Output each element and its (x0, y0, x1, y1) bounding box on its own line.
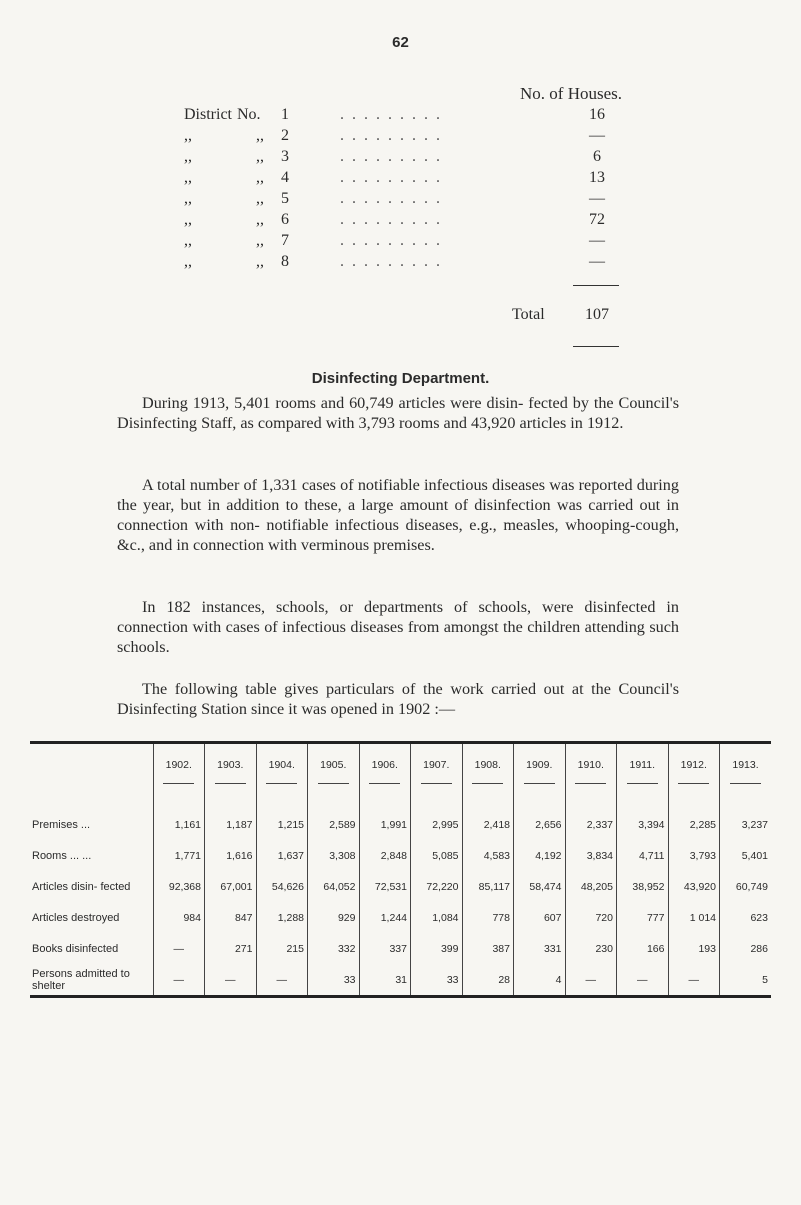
no-label: ,, (256, 211, 264, 228)
year-header (205, 744, 257, 799)
table-cell: 387 (462, 933, 514, 964)
table-cell: 778 (462, 902, 514, 933)
table-cell: 64,052 (308, 871, 360, 902)
row-label: Premises ... (32, 818, 91, 831)
leader-dots: . . . . . . . . . (340, 190, 442, 207)
leader-dots: . . . . . . . . . (340, 211, 442, 228)
year-underline (318, 783, 349, 784)
year-label: 1907. (423, 759, 450, 771)
year-label: 1908. (474, 759, 501, 771)
table-cell: — (565, 964, 617, 995)
table-cell: — (153, 964, 205, 995)
table-row (30, 964, 771, 995)
table-cell: 67,001 (205, 871, 257, 902)
table-cell: 332 (308, 933, 360, 964)
year-header (514, 744, 566, 799)
table-cell: 286 (720, 933, 772, 964)
table-cell: 1,616 (205, 840, 257, 871)
houses-header: No. of Houses. (520, 84, 622, 103)
year-header (617, 744, 669, 799)
table-cell: 2,337 (565, 809, 617, 840)
table-cell: 984 (153, 902, 205, 933)
leader-dots: . . . . . . . . . (340, 106, 442, 123)
table-cell: 3,834 (565, 840, 617, 871)
table-cell: 230 (565, 933, 617, 964)
paragraph-1: During 1913, 5,401 rooms and 60,749 articles were disin- fected by the Council's Disinfecting Staff, as compared with 3,793 rooms and 43,920 articles in 1912. (117, 394, 679, 432)
year-header (668, 744, 720, 799)
district-label: ,, (184, 169, 192, 186)
leader-dots: . . . . . . . . . (340, 169, 442, 186)
district-number: 2 (281, 127, 289, 144)
district-row (0, 211, 801, 232)
total-rule-bottom (573, 346, 619, 347)
year-underline (163, 783, 194, 784)
disinfecting-table (30, 741, 771, 998)
district-number: 6 (281, 211, 289, 228)
table-cell: 337 (359, 933, 411, 964)
table-cell: — (617, 964, 669, 995)
year-header (153, 744, 205, 799)
no-label: ,, (256, 148, 264, 165)
no-label: ,, (256, 232, 264, 249)
table-cell: 271 (205, 933, 257, 964)
table-cell: 1,244 (359, 902, 411, 933)
spacer-cell (30, 799, 153, 809)
table-cell: 72,531 (359, 871, 411, 902)
table-cell: 4,583 (462, 840, 514, 871)
table-cell: 5,401 (720, 840, 772, 871)
spacer-cell (308, 799, 360, 809)
no-label: ,, (256, 127, 264, 144)
page-number: 62 (392, 34, 409, 51)
district-label: ,, (184, 211, 192, 228)
year-label: 1904. (268, 759, 295, 771)
table-cell: 72,220 (411, 871, 463, 902)
table-cell: 166 (617, 933, 669, 964)
spacer-cell (359, 799, 411, 809)
table-row (30, 933, 771, 964)
table-cell: 215 (256, 933, 308, 964)
year-underline (369, 783, 400, 784)
table-cell: 92,368 (153, 871, 205, 902)
house-count: — (589, 232, 605, 249)
table-cell: 58,474 (514, 871, 566, 902)
table-cell: 2,848 (359, 840, 411, 871)
table-cell: 1,771 (153, 840, 205, 871)
district-list (0, 106, 801, 274)
table-cell: — (256, 964, 308, 995)
table-cell: 2,285 (668, 809, 720, 840)
table-cell: 1 014 (668, 902, 720, 933)
house-count: — (589, 190, 605, 207)
no-label: ,, (256, 253, 264, 270)
district-number: 7 (281, 232, 289, 249)
year-underline (472, 783, 503, 784)
table-row (30, 809, 771, 840)
district-row (0, 190, 801, 211)
year-header (308, 744, 360, 799)
table-cell: 1,187 (205, 809, 257, 840)
row-label: Articles destroyed (32, 911, 120, 924)
table-cell: 28 (462, 964, 514, 995)
year-underline (266, 783, 297, 784)
house-count: — (589, 127, 605, 144)
district-row (0, 253, 801, 274)
row-label: Rooms ... ... (32, 849, 92, 862)
spacer-cell (411, 799, 463, 809)
table-cell: 3,308 (308, 840, 360, 871)
house-count: 13 (589, 169, 605, 186)
paragraph-2: A total number of 1,331 cases of notifiable infectious diseases was reported during the year, but in addition to these, a large amount of disinfection was carried out in connection with non- notifiable infectious diseases, e.g., measles, whooping-cough, &c., and in connection with verminous premises. (117, 476, 679, 554)
year-label: 1909. (526, 759, 553, 771)
district-number: 5 (281, 190, 289, 207)
table-cell: 2,589 (308, 809, 360, 840)
no-label: ,, (256, 169, 264, 186)
house-count: 6 (593, 148, 601, 165)
table-cell: 1,161 (153, 809, 205, 840)
table-cell: 60,749 (720, 871, 772, 902)
table-cell: 331 (514, 933, 566, 964)
year-header (462, 744, 514, 799)
total-rule-top (573, 285, 619, 286)
leader-dots: . . . . . . . . . (340, 148, 442, 165)
table-cell: 38,952 (617, 871, 669, 902)
table-cell: 4,192 (514, 840, 566, 871)
district-row (0, 127, 801, 148)
house-count: 16 (589, 106, 605, 123)
table-cell: 1,215 (256, 809, 308, 840)
district-number: 3 (281, 148, 289, 165)
year-underline (730, 783, 762, 784)
table-cell: 5 (720, 964, 772, 995)
table-cell: 48,205 (565, 871, 617, 902)
table-cell: 1,991 (359, 809, 411, 840)
year-label: 1905. (320, 759, 347, 771)
house-count: — (589, 253, 605, 270)
table-row (30, 840, 771, 871)
table-cell: 623 (720, 902, 772, 933)
row-label: Persons admitted to shelter (32, 967, 130, 992)
table-cell: 31 (359, 964, 411, 995)
year-underline (524, 783, 555, 784)
district-number: 8 (281, 253, 289, 270)
year-header (720, 744, 772, 799)
leader-dots: . . . . . . . . . (340, 232, 442, 249)
no-label: No. (237, 106, 261, 123)
spacer-cell (668, 799, 720, 809)
table-cell: 33 (308, 964, 360, 995)
table-row (30, 902, 771, 933)
section-title: Disinfecting Department. (311, 370, 490, 387)
leader-dots: . . . . . . . . . (340, 127, 442, 144)
table-cell: 2,995 (411, 809, 463, 840)
stats-table (30, 744, 771, 995)
spacer-row (30, 799, 771, 809)
spacer-cell (720, 799, 772, 809)
no-label: ,, (256, 190, 264, 207)
year-underline (627, 783, 658, 784)
table-cell: 847 (205, 902, 257, 933)
row-label: Books disinfected (32, 942, 119, 955)
leader-dots: . . . . . . . . . (340, 253, 442, 270)
table-cell: 43,920 (668, 871, 720, 902)
district-row (0, 148, 801, 169)
table-cell: 607 (514, 902, 566, 933)
table-cell: 4,711 (617, 840, 669, 871)
year-underline (575, 783, 606, 784)
year-header (565, 744, 617, 799)
district-row (0, 232, 801, 253)
table-cell: 399 (411, 933, 463, 964)
district-label: ,, (184, 127, 192, 144)
table-cell: 929 (308, 902, 360, 933)
district-row (0, 169, 801, 190)
table-cell: 777 (617, 902, 669, 933)
table-cell: 2,418 (462, 809, 514, 840)
table-bottom-rule (30, 995, 771, 998)
table-cell: 1,637 (256, 840, 308, 871)
table-cell: 1,288 (256, 902, 308, 933)
year-header (256, 744, 308, 799)
district-number: 4 (281, 169, 289, 186)
year-header (411, 744, 463, 799)
year-header (359, 744, 411, 799)
spacer-cell (565, 799, 617, 809)
table-cell: — (153, 933, 205, 964)
table-cell: — (668, 964, 720, 995)
district-label: ,, (184, 148, 192, 165)
spacer-cell (153, 799, 205, 809)
year-label: 1910. (577, 759, 604, 771)
spacer-cell (617, 799, 669, 809)
district-label: ,, (184, 190, 192, 207)
header-row (30, 744, 771, 799)
spacer-cell (514, 799, 566, 809)
total-label: Total (512, 306, 545, 323)
year-label: 1911. (629, 759, 655, 771)
district-label: District (184, 106, 232, 123)
spacer-cell (462, 799, 514, 809)
table-cell: 2,656 (514, 809, 566, 840)
year-label: 1906. (371, 759, 398, 771)
table-cell: 85,117 (462, 871, 514, 902)
total-value: 107 (585, 306, 609, 323)
house-count: 72 (589, 211, 605, 228)
table-cell: 3,793 (668, 840, 720, 871)
header-blank (30, 744, 153, 799)
year-label: 1902. (165, 759, 192, 771)
table-cell: 4 (514, 964, 566, 995)
table-cell: 3,237 (720, 809, 772, 840)
district-number: 1 (281, 106, 289, 123)
table-cell: 33 (411, 964, 463, 995)
table-cell: 5,085 (411, 840, 463, 871)
year-label: 1913. (732, 759, 759, 771)
paragraph-3: In 182 instances, schools, or departments of schools, were disinfected in connection with cases of infectious diseases from amongst the children attending such schools. (117, 598, 679, 656)
year-label: 1903. (217, 759, 244, 771)
table-cell: 1,084 (411, 902, 463, 933)
district-label: ,, (184, 253, 192, 270)
year-label: 1912. (680, 759, 707, 771)
row-label: Articles disin- fected (32, 880, 131, 893)
paragraph-4: The following table gives particulars of the work carried out at the Council's Disinfecting Station since it was opened in 1902 :— (117, 680, 679, 718)
year-underline (215, 783, 246, 784)
table-cell: — (205, 964, 257, 995)
table-cell: 3,394 (617, 809, 669, 840)
district-label: ,, (184, 232, 192, 249)
table-cell: 720 (565, 902, 617, 933)
spacer-cell (256, 799, 308, 809)
year-underline (678, 783, 709, 784)
year-underline (421, 783, 452, 784)
table-cell: 54,626 (256, 871, 308, 902)
district-row (0, 106, 801, 127)
spacer-cell (205, 799, 257, 809)
table-cell: 193 (668, 933, 720, 964)
table-row (30, 871, 771, 902)
